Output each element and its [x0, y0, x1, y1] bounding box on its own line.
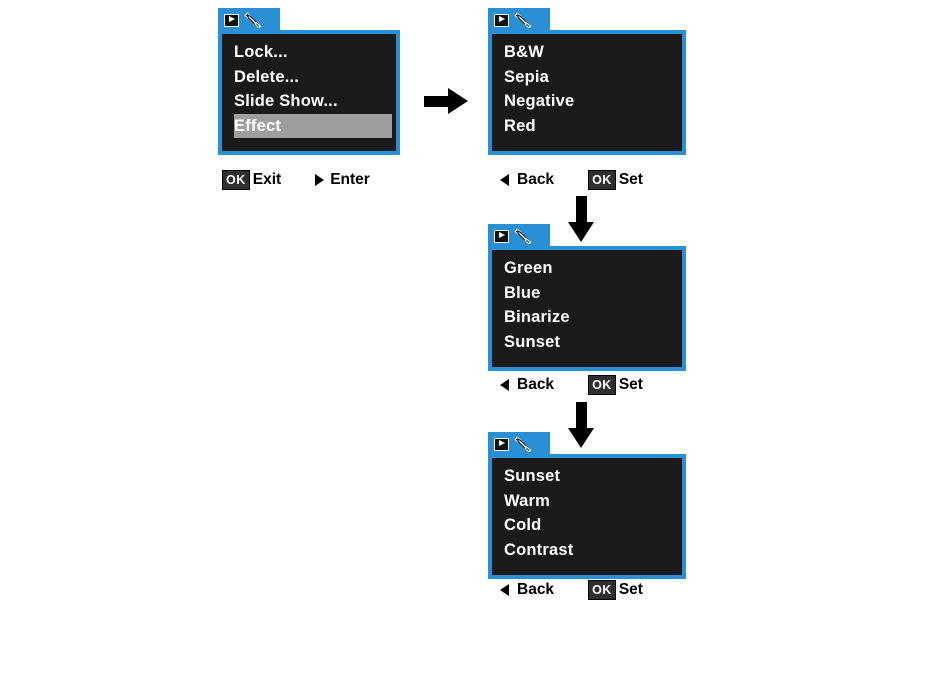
screen-effect-page-1 [488, 8, 686, 155]
menu-item-green[interactable]: Green [504, 259, 553, 277]
screen-playback-menu [218, 8, 400, 155]
hint-label-enter: Enter [330, 171, 370, 188]
hint-label-set: Set [618, 171, 643, 188]
screen-body [488, 30, 686, 155]
hint-exit[interactable] [222, 170, 281, 190]
screen-tab-row [488, 8, 550, 30]
menu-item-lock[interactable]: Lock... [234, 43, 288, 61]
playback-icon [224, 14, 239, 27]
playback-icon [494, 230, 509, 243]
screen-tab-row [218, 8, 280, 30]
hint-set[interactable] [588, 170, 643, 190]
arrow-right-icon [424, 88, 468, 114]
hint-set[interactable] [588, 375, 643, 395]
screen-body [488, 454, 686, 579]
menu-item-red[interactable]: Red [504, 116, 536, 135]
menu-item-binarize[interactable]: Binarize [504, 308, 570, 326]
screen-tab-row [488, 432, 550, 454]
hint-back[interactable] [500, 376, 554, 394]
triangle-left-icon [500, 584, 509, 596]
wrench-icon [514, 12, 532, 28]
screen-effect-page-3 [488, 432, 686, 579]
triangle-right-icon [315, 174, 324, 186]
triangle-left-icon [500, 379, 509, 391]
ok-badge: OK [588, 580, 616, 600]
screen-tab-row [488, 224, 550, 246]
menu-item-blue[interactable]: Blue [504, 283, 541, 302]
hint-set[interactable] [588, 580, 643, 600]
hint-label-back: Back [517, 376, 555, 393]
hints-effect-page-2 [500, 375, 720, 395]
hint-label-set: Set [618, 376, 643, 393]
wrench-icon [514, 228, 532, 244]
menu-item-contrast[interactable]: Contrast [504, 540, 574, 559]
ok-badge: OK [588, 170, 616, 190]
playback-icon [494, 438, 509, 451]
wrench-icon [514, 436, 532, 452]
triangle-left-icon [500, 174, 509, 186]
hint-label-exit: Exit [252, 171, 282, 188]
hint-back[interactable] [500, 581, 554, 599]
hint-label-set: Set [618, 581, 643, 598]
menu-item-sepia[interactable]: Sepia [504, 67, 550, 86]
playback-icon [494, 14, 509, 27]
hint-label-back: Back [517, 581, 555, 598]
screen-body [218, 30, 400, 155]
hints-effect-page-3 [500, 580, 720, 600]
menu-item-delete[interactable]: Delete... [234, 67, 300, 86]
screen-body [488, 246, 686, 371]
menu-item-warm[interactable]: Warm [504, 491, 551, 510]
hints-effect-page-1 [500, 170, 720, 190]
hint-enter[interactable] [315, 171, 370, 189]
hint-label-back: Back [517, 171, 555, 188]
ok-badge: OK [588, 375, 616, 395]
menu-item-cold[interactable]: Cold [504, 516, 542, 534]
menu-item-slide-show[interactable]: Slide Show... [234, 92, 338, 110]
screen-effect-page-2 [488, 224, 686, 371]
menu-item-sunset[interactable]: Sunset [504, 332, 561, 351]
menu-item-bw[interactable]: B&W [504, 43, 545, 61]
menu-item-effect[interactable]: Effect [234, 114, 392, 139]
hint-back[interactable] [500, 171, 554, 189]
menu-item-sunset[interactable]: Sunset [504, 467, 561, 485]
wrench-icon [244, 12, 262, 28]
hints-playback-menu [222, 170, 422, 190]
ok-badge: OK [222, 170, 250, 190]
menu-item-negative[interactable]: Negative [504, 92, 575, 110]
